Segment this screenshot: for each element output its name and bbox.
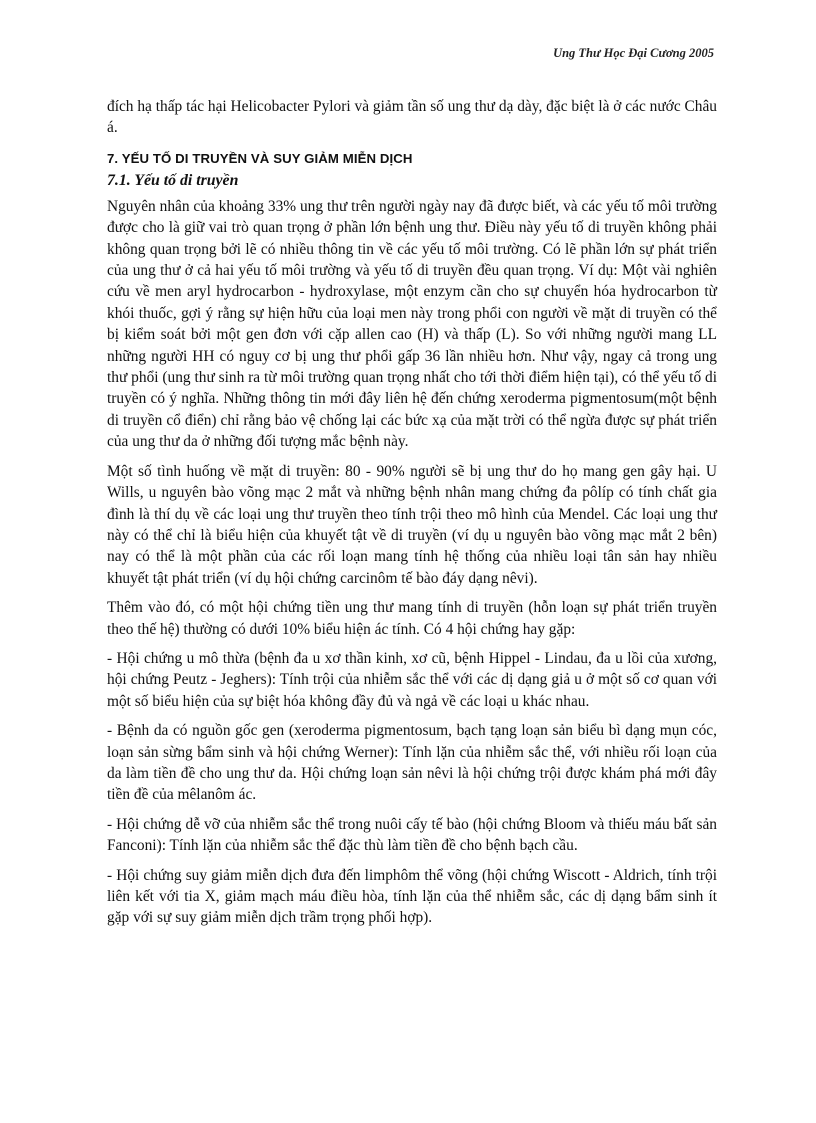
body-paragraph: Thêm vào đó, có một hội chứng tiền ung thư mang tính di truyền (hỗn loạn sự phát triển truyền theo thế hệ) thường có dưới 10% biểu hiện ác tính. Có 4 hội chứng hay gặp:	[107, 599, 717, 638]
list-item-paragraph: - Hội chứng suy giảm miễn dịch đưa đến limphôm thể võng (hội chứng Wiscott - Aldrich, tính trội liên kết với tia X, giảm mạch máu điều hòa, tính lặn của thể nhiễm sắc, các dị dạng bẩm sinh ít gặp với sự suy giảm miễn dịch trầm trọng phối hợp).	[107, 866, 717, 927]
list-item-paragraph: - Hội chứng dễ vỡ của nhiễm sắc thể trong nuôi cấy tế bào (hội chứng Bloom và thiếu máu bất sản Fanconi): Tính lặn của nhiễm sắc thể đặc thù làm tiền đề cho bệnh bạch cầu.	[107, 815, 717, 855]
intro-paragraph: đích hạ thấp tác hại Helicobacter Pylori và giảm tần số ung thư dạ dày, đặc biệt là ở các nước Châu á.	[107, 98, 717, 137]
running-header: Ung Thư Học Đại Cương 2005	[553, 46, 714, 60]
section-heading: 7. YẾU TỐ DI TRUYỀN VÀ SUY GIẢM MIỄN DỊCH	[107, 150, 413, 166]
body-paragraph: Một số tình huống về mặt di truyền: 80 - 90% người sẽ bị ung thư do họ mang gen gây hại. U Wills, u nguyên bào võng mạc 2 mắt và những bệnh nhân mang chứng đa pôlíp có tính chất gia đình là thí dụ về các loại ung thư truyền theo tính trội theo mô hình của Mendel. Các loại ung thư này có thể chỉ là biểu hiện của khuyết tật về di truyền (ví dụ u nguyên bào võng mạc mắt 2 bên) nay có thể là một phần của các rối loạn mang tính hệ thống của nhiều loại tân sản hay nhiều khuyết tật phát triển (ví dụ hội chứng carcinôm tế bào đáy dạng nêvi).	[107, 462, 717, 587]
list-item-paragraph: - Bệnh da có nguồn gốc gen (xeroderma pigmentosum, bạch tạng loạn sản biểu bì dạng mụn cóc, loạn sản sừng bẩm sinh và hội chứng Werner): Tính lặn của nhiễm sắc thể, với nhiều rối loạn của da làm tiền đề cho ung thư da. Hội chứng loạn sản nêvi là hội chứng trội được khám phá mới đây tiền đề của mêlanôm ác.	[107, 722, 717, 804]
body-paragraph: Nguyên nhân của khoảng 33% ung thư trên người ngày nay đã được biết, và các yếu tố môi trường được cho là giữ vai trò quan trọng ở phần lớn bệnh ung thư. Điều này yếu tố di truyền không phải không quan trọng bởi lẽ có nhiều thông tin về các yếu tố môi trường. Có lẽ phần lớn sự phát triển của ung thư ở cả hai yếu tố môi trường và yếu tố di truyền đều quan trọng. Ví dụ: Một vài nghiên cứu về men aryl hydrocarbon - hydroxylase, một enzym cần cho sự chuyển hóa hydrocarbon từ khói thuốc, gợi ý rằng sự hiện hữu của loại men này trong phổi con người về mặt di truyền có thể bị kiểm soát bởi một gen đơn với cặp allen cao (H) và thấp (L). So với những người mang LL những người HH có nguy cơ bị ung thư phổi gấp 36 lần nhiều hơn. Như vậy, ngay cả trong ung thư phổi (ung thư sinh ra từ môi trường quan trọng nhất cho tới thời điểm hiện tại), có thể yếu tố di truyền có ý nghĩa. Những thông tin mới đây liên hệ đến chứng xeroderma pigmentosum(một bệnh di truyền cổ điển) chỉ rằng bảo vệ chống lại các bức xạ của mặt trời có thể ngừa được sự phát triển của ung thư da ở những đối tượng mắc bệnh này.	[107, 197, 717, 451]
subsection-heading: 7.1. Yếu tố di truyền	[107, 171, 239, 189]
page-content	[107, 96, 717, 937]
list-item-paragraph: - Hội chứng u mô thừa (bệnh đa u xơ thần kinh, xơ cũ, bệnh Hippel - Lindau, đa u lồi của xương, hội chứng Peutz - Jeghers): Tính trội của nhiễm sắc thể với các dị dạng giả u ở một số cơ quan với một số biểu hiện của sự biệt hóa không đầy đủ và ngả về các loại u khác nhau.	[107, 649, 717, 710]
